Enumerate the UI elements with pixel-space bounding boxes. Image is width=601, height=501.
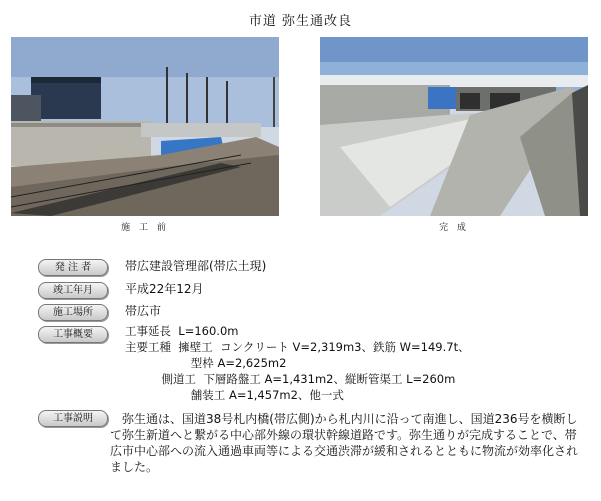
overview-line-3: 型枠 A=2,625m2 bbox=[125, 356, 287, 370]
description-text: 弥生通は、国道38号札内橋(帯広側)から札内川に沿って南進し、国道236号を横断して弥生新道へと繋がる中心部外線の環状幹線道路です。弥生通りが完成することで、帯広市中心部への流入通過車両等による交通渋滞が緩和されるとともに物流が効率化されました。 bbox=[110, 412, 579, 474]
overview-label: 工事概要 bbox=[38, 326, 108, 343]
location-value: 帯広市 bbox=[125, 304, 162, 318]
overview-line-5: 舗装工 A=1,457m2、他一式 bbox=[125, 388, 344, 402]
page-title: 市道 弥生通改良 bbox=[248, 14, 353, 29]
overview-line-1: 工事延長 L=160.0m bbox=[125, 324, 239, 338]
completion-value: 平成22年12月 bbox=[125, 282, 204, 296]
client-value: 帯広建設管理部(帯広土現) bbox=[125, 259, 267, 273]
overview-line-4: 側道工 下層路盤工 A=1,431m2、縦断管渠工 L=260m bbox=[125, 372, 456, 386]
completion-label: 竣工年月 bbox=[38, 282, 108, 299]
completed-photo bbox=[320, 37, 588, 216]
before-caption: 施 工 前 bbox=[121, 223, 169, 233]
client-label: 発 注 者 bbox=[38, 259, 108, 276]
location-label: 施工場所 bbox=[38, 304, 108, 321]
after-caption: 完 成 bbox=[439, 223, 469, 233]
before-construction-photo bbox=[11, 37, 279, 216]
overview-line-2: 主要工種 擁壁工 コンクリート V=2,319m3、鉄筋 W=149.7t、 bbox=[125, 340, 470, 354]
description-label: 工事説明 bbox=[38, 410, 108, 427]
